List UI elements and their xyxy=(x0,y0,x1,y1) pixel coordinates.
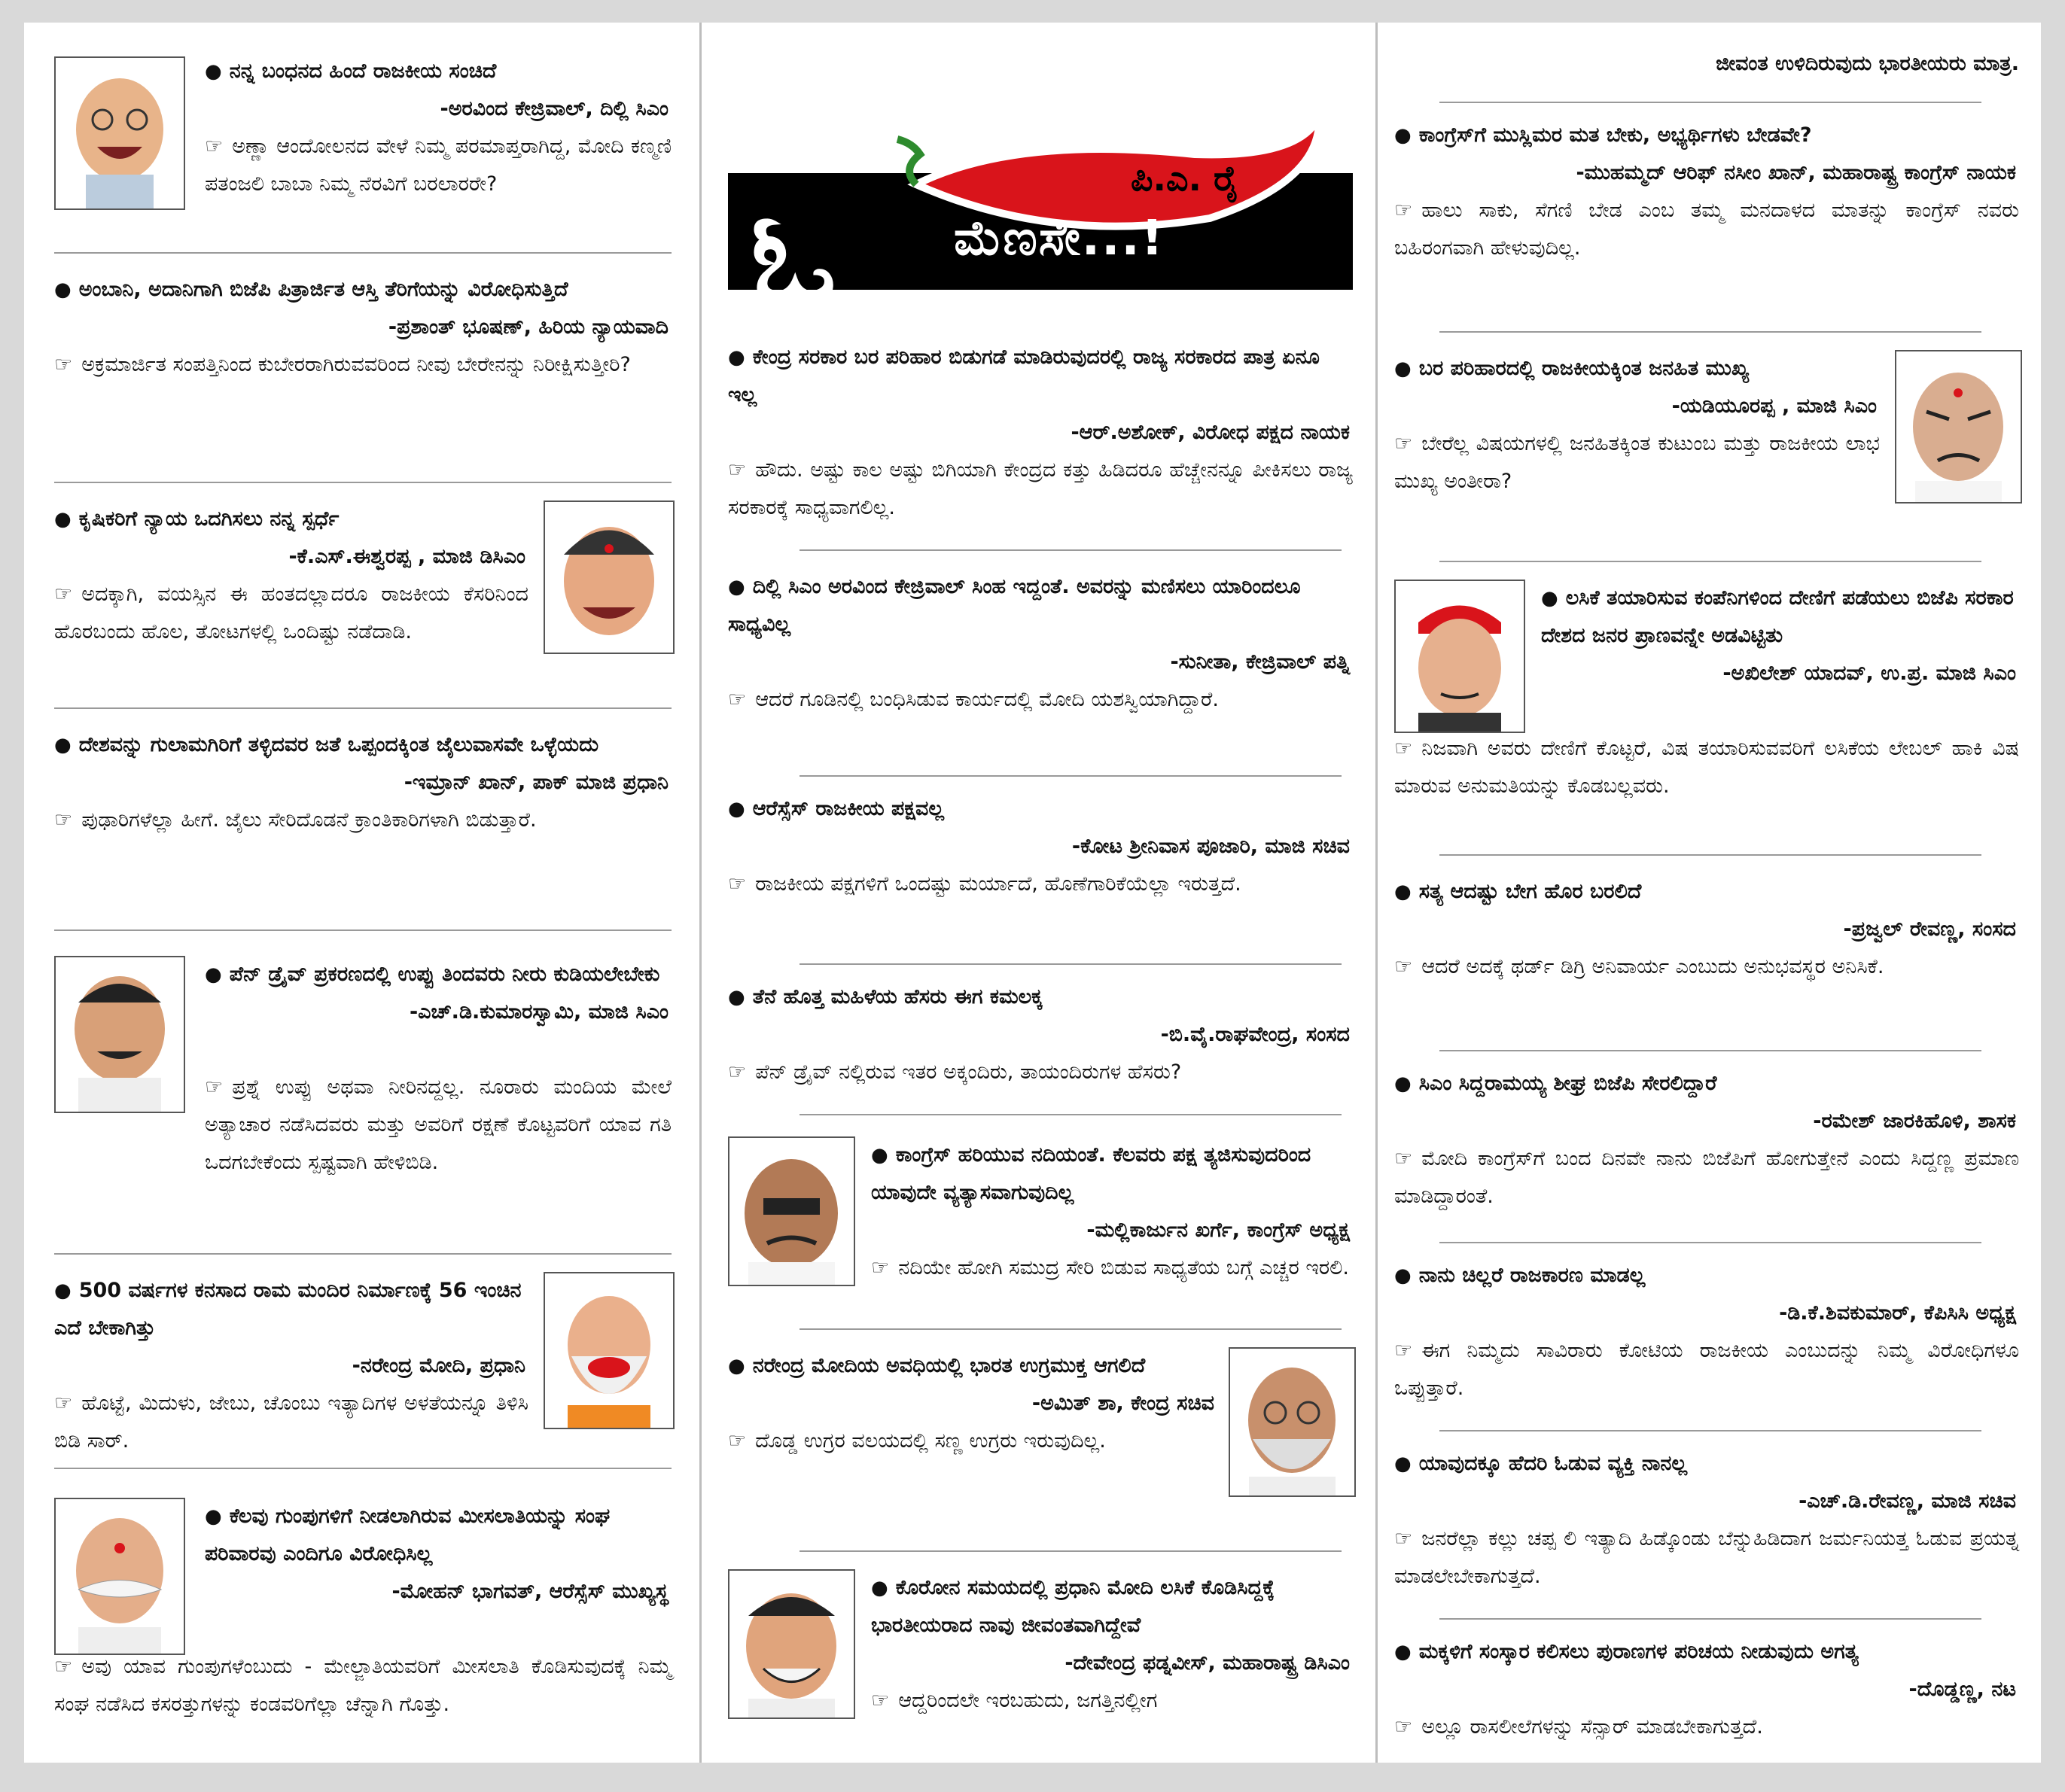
quote-speaker: -ಎಚ್.ಡಿ.ಕುಮಾರಸ್ವಾಮಿ, ಮಾಜಿ ಸಿಎಂ xyxy=(409,1000,669,1024)
quote-block xyxy=(1394,1257,2019,1407)
divider xyxy=(54,482,672,483)
quote-reply: ☞ ಹೊಟ್ಟೆ, ಮಿದುಳು, ಜೇಬು, ಚೊಂಬು ಇತ್ಯಾದಿಗಳ ಅಳತೆಯನ್ನೂ ತಿಳಿಸಿ ಬಿಡಿ ಸಾರ್. xyxy=(54,1385,528,1460)
quote-reply: ☞ ಜನರೆಲ್ಲಾ ಕಲ್ಲು ಚಪ್ಪ ಲಿ ಇತ್ಯಾದಿ ಹಿಡ್ಕೊಂಡು ಬೆನ್ನುಹಿಡಿದಾಗ ಜರ್ಮನಿಯತ್ತ ಓಡುವ ಪ್ರಯತ್ನ ಮಾಡಲೇಬೇಕಾಗುತ್ತದೆ. xyxy=(1394,1520,2019,1596)
quote-text: ● ದೇಶವನ್ನು ಗುಲಾಮಗಿರಿಗೆ ತಳ್ಳಿದವರ ಜತೆ ಒಪ್ಪಂದಕ್ಕಿಂತ ಜೈಲುವಾಸವೇ ಒಳ್ಳೆಯದು xyxy=(54,726,672,764)
quote-text: ● ಬರ ಪರಿಹಾರದಲ್ಲಿ ರಾಜಕೀಯಕ್ಕಿಂತ ಜನಹಿತ ಮುಖ್ಯ xyxy=(1394,350,1880,388)
quote-text: ● ಮಕ್ಕಳಿಗೆ ಸಂಸ್ಕಾರ ಕಲಿಸಲು ಪುರಾಣಗಳ ಪರಿಚಯ ನೀಡುವುದು ಅಗತ್ಯ xyxy=(1394,1633,2019,1671)
quote-text: ● ಕೆಲವು ಗುಂಪುಗಳಿಗೆ ನೀಡಲಾಗಿರುವ ಮೀಸಲಾತಿಯನ್ನು ಸಂಘ ಪರಿವಾರವು ಎಂದಿಗೂ ವಿರೋಧಿಸಿಲ್ಲ xyxy=(205,1498,672,1573)
quote-text: ● ಕೇಂದ್ರ ಸರಕಾರ ಬರ ಪರಿಹಾರ ಬಿಡುಗಡೆ ಮಾಡಿರುವುದರಲ್ಲಿ ರಾಜ್ಯ ಸರಕಾರದ ಪಾತ್ರ ಏನೂ ಇಲ್ಲ xyxy=(728,339,1353,414)
masthead-author: ಪಿ.ಎ. ರೈ xyxy=(1131,158,1239,199)
cartoon-bhagwat xyxy=(54,1498,185,1655)
quote-speaker: -ಕೋಟ ಶ್ರೀನಿವಾಸ ಪೂಜಾರಿ, ಮಾಜಿ ಸಚಿವ xyxy=(1071,835,1350,858)
quote-speaker: -ಮಲ್ಲಿಕಾರ್ಜುನ ಖರ್ಗೆ, ಕಾಂಗ್ರೆಸ್ ಅಧ್ಯಕ್ಷ xyxy=(1086,1218,1350,1242)
quote-speaker: -ಕೆ.ಎಸ್.ಈಶ್ವರಪ್ಪ , ಮಾಜಿ ಡಿಸಿಎಂ xyxy=(288,545,525,568)
quote-reply: ☞ ದೊಡ್ಡ ಉಗ್ರರ ವಲಯದಲ್ಲಿ ಸಣ್ಣ ಉಗ್ರರು ಇರುವುದಿಲ್ಲ. xyxy=(728,1422,1217,1460)
quote-block xyxy=(205,1498,672,1611)
quote-reply: ☞ ಅಕ್ರಮಾರ್ಜಿತ ಸಂಪತ್ತಿನಿಂದ ಕುಬೇರರಾಗಿರುವವರಿಂದ ನೀವು ಬೇರೇನನ್ನು ನಿರೀಕ್ಷಿಸುತ್ತೀರಿ? xyxy=(54,346,672,384)
quote-reply: ☞ ಅವು ಯಾವ ಗುಂಪುಗಳೆಂಬುದು - ಮೇಲ್ಜಾತಿಯವರಿಗೆ ಮೀಸಲಾತಿ ಕೊಡಿಸುವುದಕ್ಕೆ ನಿಮ್ಮ ಸಂಘ ನಡೆಸಿದ ಕಸರತ್ತುಗಳನ್ನು ಕಂಡವರಿಗೆಲ್ಲಾ ಚೆನ್ನಾಗಿ ಗೊತ್ತು. xyxy=(54,1648,672,1724)
quote-block xyxy=(1394,117,2019,267)
quote-block xyxy=(728,568,1353,719)
quote-block xyxy=(54,1648,672,1724)
divider xyxy=(800,963,1342,965)
quote-reply: ☞ ಹೌದು. ಅಷ್ಟು ಕಾಲ ಅಷ್ಟು ಬಿಗಿಯಾಗಿ ಕೇಂದ್ರದ ಕತ್ತು ಹಿಡಿದರೂ ಹೆಚ್ಚೇನನ್ನೂ ಪೀಕಿಸಲು ರಾಜ್ಯ ಸರಕಾರಕ್ಕೆ ಸಾಧ್ಯವಾಗಲಿಲ್ಲ. xyxy=(728,452,1353,527)
divider xyxy=(1439,854,1981,856)
divider xyxy=(54,707,672,709)
newspaper-page xyxy=(24,23,2041,1763)
divider xyxy=(800,549,1342,551)
divider xyxy=(1439,1430,1981,1431)
quote-block xyxy=(54,1272,528,1460)
quote-speaker: -ಇಮ್ರಾನ್ ಖಾನ್, ಪಾಕ್ ಮಾಜಿ ಪ್ರಧಾನಿ xyxy=(404,771,669,794)
quote-text: ● ಲಸಿಕೆ ತಯಾರಿಸುವ ಕಂಪೆನಿಗಳಿಂದ ದೇಣಿಗೆ ಪಡೆಯಲು ಬಿಜೆಪಿ ಸರಕಾರ ದೇಶದ ಜನರ ಪ್ರಾಣವನ್ನೇ ಅಡವಿಟ್ಟಿತು xyxy=(1541,580,2019,655)
quote-reply: ☞ ಆದರೆ ಅದಕ್ಕೆ ಥರ್ಡ್ ಡಿಗ್ರಿ ಅನಿವಾರ್ಯ ಎಂಬುದು ಅನುಭವಸ್ಥರ ಅನಿಸಿಕೆ. xyxy=(1394,948,2019,986)
divider xyxy=(1439,1050,1981,1051)
quote-block xyxy=(728,339,1353,527)
cartoon-kharge xyxy=(728,1136,855,1286)
quote-speaker: -ಆರ್.ಅಶೋಕ್, ವಿರೋಧ ಪಕ್ಷದ ನಾಯಕ xyxy=(1071,421,1350,444)
divider xyxy=(1439,102,1981,103)
quote-text: ● ದಿಲ್ಲಿ ಸಿಎಂ ಅರವಿಂದ ಕೇಜ್ರಿವಾಲ್ ಸಿಂಹ ಇದ್ದಂತೆ. ಅವರನ್ನು ಮಣಿಸಲು ಯಾರಿಂದಲೂ ಸಾಧ್ಯವಿಲ್ಲ xyxy=(728,568,1353,643)
masthead-title: ಮೆಣಸೇ...! xyxy=(954,211,1165,266)
quote-block xyxy=(1541,580,2019,692)
quote-block xyxy=(871,1136,1353,1287)
divider xyxy=(54,1253,672,1255)
quote-block xyxy=(728,978,1353,1091)
cartoon-eshwarappa xyxy=(544,500,675,654)
quote-text: ● ಅಂಬಾನಿ, ಅದಾನಿಗಾಗಿ ಬಿಜೆಪಿ ಪಿತ್ರಾರ್ಜಿತ ಆಸ್ತಿ ತೆರಿಗೆಯನ್ನು ವಿರೋಧಿಸುತ್ತಿದೆ xyxy=(54,271,672,309)
column-divider xyxy=(1375,23,1378,1763)
quote-speaker: -ದೇವೇಂದ್ರ ಫಡ್ನವೀಸ್, ಮಹಾರಾಷ್ಟ್ರ ಡಿಸಿಎಂ xyxy=(1064,1651,1350,1675)
cartoon-kumaraswamy xyxy=(54,956,185,1113)
quote-text: ● 500 ವರ್ಷಗಳ ಕನಸಾದ ರಾಮ ಮಂದಿರ ನಿರ್ಮಾಣಕ್ಕೆ 56 ಇಂಚಿನ ಎದೆ ಬೇಕಾಗಿತ್ತು xyxy=(54,1272,528,1347)
continued-text: ಜೀವಂತ ಉಳಿದಿರುವುದು ಭಾರತೀಯರು ಮಾತ್ರ. xyxy=(1716,52,2019,75)
quote-speaker: -ಯಡಿಯೂರಪ್ಪ , ಮಾಜಿ ಸಿಎಂ xyxy=(1671,394,1877,418)
quote-block xyxy=(871,1569,1353,1720)
quote-speaker: -ಅರವಿಂದ ಕೇಜ್ರಿವಾಲ್, ದಿಲ್ಲಿ ಸಿಎಂ xyxy=(440,97,669,120)
divider xyxy=(800,1328,1342,1330)
divider xyxy=(800,775,1342,777)
quote-block xyxy=(728,790,1353,903)
quote-speaker: -ರಮೇಶ್ ಜಾರಕಿಹೊಳಿ, ಶಾಸಕ xyxy=(1813,1109,2016,1133)
quote-block xyxy=(205,956,672,1031)
cartoon-yediyurappa xyxy=(1895,350,2022,504)
quote-speaker: -ಸುನೀತಾ, ಕೇಜ್ರಿವಾಲ್ ಪತ್ನಿ xyxy=(1170,650,1350,674)
quote-reply: ☞ ಪೆನ್ ಡ್ರೈವ್ ನಲ್ಲಿರುವ ಇತರ ಅಕ್ಕಂದಿರು, ತಾಯಂದಿರುಗಳ ಹೆಸರು? xyxy=(728,1054,1353,1091)
masthead-letter: ಓ xyxy=(751,185,837,334)
quote-text: ● ತೆನೆ ಹೊತ್ತ ಮಹಿಳೆಯ ಹೆಸರು ಈಗ ಕಮಲಕ್ಕ xyxy=(728,978,1353,1016)
quote-speaker: -ದೊಡ್ಡಣ್ಣ, ನಟ xyxy=(1908,1678,2016,1701)
quote-speaker: -ಅಖಿಲೇಶ್ ಯಾದವ್, ಉ.ಪ್ರ. ಮಾಜಿ ಸಿಎಂ xyxy=(1722,662,2016,685)
quote-block xyxy=(205,1069,672,1182)
quote-text: ● ಆರೆಸ್ಸೆಸ್ ರಾಜಕೀಯ ಪಕ್ಷವಲ್ಲ xyxy=(728,790,1353,828)
quote-speaker: -ಬಿ.ವೈ.ರಾಘವೇಂದ್ರ, ಸಂಸದ xyxy=(1160,1023,1350,1046)
quote-speaker: -ನರೇಂದ್ರ ಮೋದಿ, ಪ್ರಧಾನಿ xyxy=(352,1354,525,1377)
quote-block xyxy=(1394,1445,2019,1596)
quote-text: ● ನಾನು ಚಿಲ್ಲರೆ ರಾಜಕಾರಣ ಮಾಡಲ್ಲ xyxy=(1394,1257,2019,1295)
divider xyxy=(54,252,672,254)
masthead xyxy=(728,113,1353,334)
quote-block xyxy=(205,53,672,203)
quote-text: ● ಪೆನ್ ಡ್ರೈವ್ ಪ್ರಕರಣದಲ್ಲಿ ಉಪ್ಪು ತಿಂದವರು ನೀರು ಕುಡಿಯಲೇಬೇಕು xyxy=(205,956,672,993)
quote-text: ● ಕಾಂಗ್ರೆಸ್‌ಗೆ ಮುಸ್ಲಿಮರ ಮತ ಬೇಕು, ಅಭ್ಯರ್ಥಿಗಳು ಬೇಡವೇ? xyxy=(1394,117,2019,154)
divider xyxy=(800,1114,1342,1115)
quote-speaker: -ಮೋಹನ್ ಭಾಗವತ್, ಆರೆಸ್ಸೆಸ್ ಮುಖ್ಯಸ್ಥ xyxy=(391,1580,669,1603)
quote-text: ● ಕೊರೋನ ಸಮಯದಲ್ಲಿ ಪ್ರಧಾನಿ ಮೋದಿ ಲಸಿಕೆ ಕೊಡಿಸಿದ್ದಕ್ಕೆ ಭಾರತೀಯರಾದ ನಾವು ಜೀವಂತವಾಗಿದ್ದೇವೆ xyxy=(871,1569,1353,1644)
quote-block xyxy=(54,271,672,384)
quote-text: ● ಕಾಂಗ್ರೆಸ್ ಹರಿಯುವ ನದಿಯಂತೆ. ಕೆಲವರು ಪಕ್ಷ ತ್ಯಜಿಸುವುದರಿಂದ ಯಾವುದೇ ವ್ಯತ್ಯಾಸವಾಗುವುದಿಲ್ಲ xyxy=(871,1136,1353,1212)
cartoon-akhilesh xyxy=(1394,580,1525,733)
cartoon-kejriwal xyxy=(54,56,185,210)
quote-block xyxy=(1394,350,1880,500)
divider xyxy=(1439,1618,1981,1620)
quote-text: ● ಕೃಷಿಕರಿಗೆ ನ್ಯಾಯ ಒದಗಿಸಲು ನನ್ನ ಸ್ಪರ್ಧೆ xyxy=(54,500,528,538)
divider xyxy=(1439,331,1981,333)
quote-text: ● ಸತ್ಯ ಆದಷ್ಟು ಬೇಗ ಹೊರ ಬರಲಿದೆ xyxy=(1394,873,2019,911)
quote-reply: ☞ ಆದರೆ ಗೂಡಿನಲ್ಲಿ ಬಂಧಿಸಿಡುವ ಕಾರ್ಯದಲ್ಲಿ ಮೋದಿ ಯಶಸ್ವಿಯಾಗಿದ್ದಾರೆ. xyxy=(728,681,1353,719)
quote-reply: ☞ ಅಲ್ಲೂ ರಾಸಲೀಲೆಗಳನ್ನು ಸೆನ್ಸಾರ್ ಮಾಡಬೇಕಾಗುತ್ತದೆ. xyxy=(1394,1708,2019,1746)
quote-reply: ☞ ಅದಕ್ಕಾಗಿ, ವಯಸ್ಸಿನ ಈ ಹಂತದಲ್ಲಾದರೂ ರಾಜಕೀಯ ಕೆಸರಿನಿಂದ ಹೊರಬಂದು ಹೊಲ, ತೋಟಗಳಲ್ಲಿ ಒಂದಿಷ್ಟು ನಡೆದಾಡಿ. xyxy=(54,576,528,651)
quote-block xyxy=(1394,730,2019,805)
quote-text: ● ನರೇಂದ್ರ ಮೋದಿಯ ಅವಧಿಯಲ್ಲಿ ಭಾರತ ಉಗ್ರಮುಕ್ತ ಆಗಲಿದೆ xyxy=(728,1347,1217,1385)
quote-reply: ☞ ಅಣ್ಣಾ ಆಂದೋಲನದ ವೇಳೆ ನಿಮ್ಮ ಪರಮಾಪ್ತರಾಗಿದ್ದ, ಮೋದಿ ಕಣ್ಮಣಿ ಪತಂಜಲಿ ಬಾಬಾ ನಿಮ್ಮ ನೆರವಿಗೆ ಬರಲಾರರೇ? xyxy=(205,128,672,203)
divider xyxy=(1439,1242,1981,1243)
divider xyxy=(1439,561,1981,562)
quote-speaker: -ಮುಹಮ್ಮದ್ ಆರಿಫ್ ನಸೀಂ ಖಾನ್, ಮಹಾರಾಷ್ಟ್ರ ಕಾಂಗ್ರೆಸ್ ನಾಯಕ xyxy=(1576,161,2016,184)
quote-text: ● ನನ್ನ ಬಂಧನದ ಹಿಂದೆ ರಾಜಕೀಯ ಸಂಚಿದೆ xyxy=(205,53,672,90)
quote-reply: ☞ ಹಾಲು ಸಾಕು, ಸೆಗಣಿ ಬೇಡ ಎಂಬ ತಮ್ಮ ಮನದಾಳದ ಮಾತನ್ನು ಕಾಂಗ್ರೆಸ್ ನವರು ಬಹಿರಂಗವಾಗಿ ಹೇಳುವುದಿಲ್ಲ. xyxy=(1394,192,2019,267)
quote-speaker: -ಅಮಿತ್ ಶಾ, ಕೇಂದ್ರ ಸಚಿವ xyxy=(1031,1392,1214,1415)
quote-block xyxy=(728,1347,1217,1460)
quote-block xyxy=(54,500,528,651)
column-divider xyxy=(699,23,702,1763)
divider xyxy=(800,1550,1342,1552)
quote-reply: ☞ ನದಿಯೇ ಹೋಗಿ ಸಮುದ್ರ ಸೇರಿ ಬಿಡುವ ಸಾಧ್ಯತೆಯ ಬಗ್ಗೆ ಎಚ್ಚರ ಇರಲಿ. xyxy=(871,1249,1353,1287)
quote-reply: ☞ ಮೋದಿ ಕಾಂಗ್ರೆಸ್‌ಗೆ ಬಂದ ದಿನವೇ ನಾನು ಬಿಜೆಪಿಗೆ ಹೋಗುತ್ತೇನೆ ಎಂದು ಸಿದ್ದಣ್ಣ ಪ್ರಮಾಣ ಮಾಡಿದ್ದಾರಂತೆ. xyxy=(1394,1140,2019,1215)
quote-speaker: -ಪ್ರಶಾಂತ್ ಭೂಷಣ್, ಹಿರಿಯ ನ್ಯಾಯವಾದಿ xyxy=(388,315,669,339)
quote-block xyxy=(1394,1633,2019,1746)
quote-speaker: -ಪ್ರಜ್ವಲ್ ರೇವಣ್ಣ, ಸಂಸದ xyxy=(1843,917,2016,941)
quote-reply: ☞ ಆದ್ದರಿಂದಲೇ ಇರಬಹುದು, ಜಗತ್ತಿನಲ್ಲೀಗ xyxy=(871,1682,1353,1720)
quote-reply: ☞ ಪುಢಾರಿಗಳೆಲ್ಲಾ ಹೀಗೆ. ಜೈಲು ಸೇರಿದೊಡನೆ ಕ್ರಾಂತಿಕಾರಿಗಳಾಗಿ ಬಿಡುತ್ತಾರೆ. xyxy=(54,802,672,839)
quote-block xyxy=(1394,1065,2019,1215)
divider xyxy=(54,1468,672,1469)
divider xyxy=(54,929,672,931)
cartoon-amit-shah xyxy=(1229,1347,1356,1497)
cartoon-modi xyxy=(544,1272,675,1429)
quote-block xyxy=(54,726,672,839)
quote-block xyxy=(1394,873,2019,986)
quote-text: ● ಸಿಎಂ ಸಿದ್ದರಾಮಯ್ಯ ಶೀಘ್ರ ಬಿಜೆಪಿ ಸೇರಲಿದ್ದಾರೆ xyxy=(1394,1065,2019,1103)
quote-speaker: -ಡಿ.ಕೆ.ಶಿವಕುಮಾರ್, ಕೆಪಿಸಿಸಿ ಅಧ್ಯಕ್ಷ xyxy=(1779,1301,2016,1325)
cartoon-fadnavis xyxy=(728,1569,855,1719)
quote-reply: ☞ ನಿಜವಾಗಿ ಅವರು ದೇಣಿಗೆ ಕೊಟ್ಟರೆ, ವಿಷ ತಯಾರಿಸುವವರಿಗೆ ಲಸಿಕೆಯ ಲೇಬಲ್ ಹಾಕಿ ವಿಷ ಮಾರುವ ಅನುಮತಿಯನ್ನು ಕೊಡಬಲ್ಲವರು. xyxy=(1394,730,2019,805)
quote-reply: ☞ ಬೇರೆಲ್ಲ ವಿಷಯಗಳಲ್ಲಿ ಜನಹಿತಕ್ಕಿಂತ ಕುಟುಂಬ ಮತ್ತು ರಾಜಕೀಯ ಲಾಭ ಮುಖ್ಯ ಅಂತೀರಾ? xyxy=(1394,425,1880,500)
quote-reply: ☞ ಪ್ರಶ್ನೆ ಉಪ್ಪು ಅಥವಾ ನೀರಿನದ್ದಲ್ಲ. ನೂರಾರು ಮಂದಿಯ ಮೇಲೆ ಅತ್ಯಾಚಾರ ನಡೆಸಿದವರು ಮತ್ತು ಅವರಿಗೆ ರಕ್ಷಣೆ ಕೊಟ್ಟವರಿಗೆ ಯಾವ ಗತಿ ಒದಗಬೇಕೆಂದು ಸ್ಪಷ್ಟವಾಗಿ ಹೇಳಿಬಿಡಿ. xyxy=(205,1069,672,1182)
quote-speaker: -ಎಚ್.ಡಿ.ರೇವಣ್ಣ, ಮಾಜಿ ಸಚಿವ xyxy=(1798,1489,2016,1513)
quote-reply: ☞ ಈಗ ನಿಮ್ಮದು ಸಾವಿರಾರು ಕೋಟಿಯ ರಾಜಕೀಯ ಎಂಬುದನ್ನು ನಿಮ್ಮ ವಿರೋಧಿಗಳೂ ಒಪ್ಪುತ್ತಾರೆ. xyxy=(1394,1332,2019,1407)
quote-reply: ☞ ರಾಜಕೀಯ ಪಕ್ಷಗಳಿಗೆ ಒಂದಷ್ಟು ಮರ್ಯಾದೆ, ಹೊಣೆಗಾರಿಕೆಯೆಲ್ಲಾ ಇರುತ್ತದೆ. xyxy=(728,866,1353,903)
quote-text: ● ಯಾವುದಕ್ಕೂ ಹೆದರಿ ಓಡುವ ವ್ಯಕ್ತಿ ನಾನಲ್ಲ xyxy=(1394,1445,2019,1483)
